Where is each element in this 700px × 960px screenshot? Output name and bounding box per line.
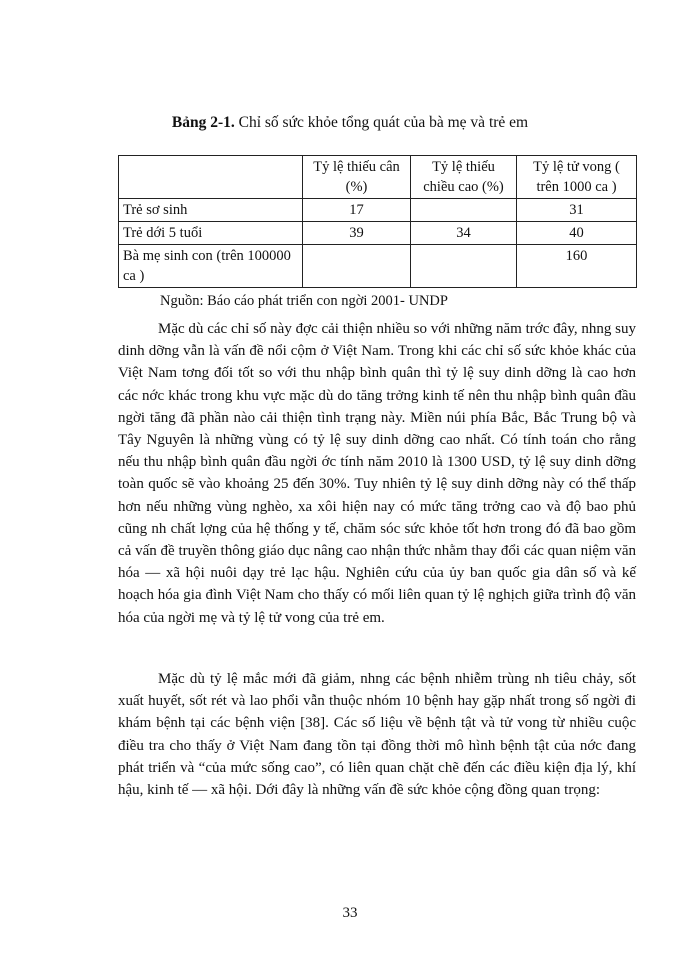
table-cell: 40 [517,222,637,245]
table-row [119,199,637,222]
table-row [119,222,637,245]
table-caption-text: Chỉ số sức khỏe tổng quát của bà mẹ và trẻ em [234,114,529,131]
body-paragraph-2: Mặc dù tỷ lệ mắc mới đã giảm, nhng các bệnh nhiễm trùng nh tiêu chảy, sốt xuất huyết, sốt rét và lao phổi vẫn thuộc nhóm 10 bệnh hay gặp nhất trong số ngời đi khám bệnh tại các bệnh viện [38]. Các số liệu về bệnh tật và tử vong từ nhiều cuộc điều tra cho thấy ở Việt Nam đang tồn tại đồng thời mô hình bệnh tật của nớc đang phát triển và “của mức sống cao”, có liên quan chặt chẽ đến các điều kiện địa lý, khí hậu, kinh tế — xã hội. Dới đây là những vấn đề sức khỏe cộng đồng quan trọng: [118,671,636,799]
health-indicators-table [118,155,637,288]
table-cell: 39 [303,222,411,245]
table-caption [0,113,700,133]
page-number: 33 [342,905,358,921]
table-cell: 34 [411,222,517,245]
table-cell: 160 [517,245,637,288]
table-header-cell: Tỷ lệ thiếu chiều cao (%) [411,156,517,199]
table-cell: 31 [517,199,637,222]
table-cell [411,245,517,288]
table-header-cell: Tỷ lệ thiếu cân (%) [303,156,411,199]
table-row-label: Trẻ dới 5 tuổi [119,222,303,245]
table-cell [411,199,517,222]
table-header-cell: Tỷ lệ tử vong ( trên 1000 ca ) [517,156,637,199]
table-row-label: Bà mẹ sinh con (trên 100000 ca ) [119,245,303,288]
table-cell [303,245,411,288]
table-caption-label: Bảng 2-1. [171,114,235,131]
table-header-cell [119,156,303,199]
table-header-row [119,156,637,199]
table-row [119,245,637,288]
table-row-label: Trẻ sơ sinh [119,199,303,222]
table-cell: 17 [303,199,411,222]
body-paragraph-1: Mặc dù các chỉ số này đợc cải thiện nhiều so với những năm trớc đây, nhng suy dinh dỡng vẫn là vấn đề nổi cộm ở Việt Nam. Trong khi các chỉ số sức khỏe khác của Việt Nam tơng đối tốt so với thu nhập bình quân thì tỷ lệ suy dinh dỡng là cao hơn các nớc khác trong khu vực mặc dù do tăng trởng kinh tế nên thu nhập bình quân đầu ngời tăng đã phần nào cải thiện tình trạng này. Miền núi phía Bắc, Bắc Trung bộ và Tây Nguyên là những vùng có tỷ lệ suy dinh dỡng cao nhất. Có tính toán cho rằng nếu thu nhập bình quân đầu ngời ớc tính năm 2010 là 1300 USD, tỷ lệ suy dinh dỡng toàn quốc sẽ vào khoảng 25 đến 30%. Tuy nhiên tỷ lệ suy dinh dỡng này có thể thấp hơn nếu những vùng nghèo, xa xôi hiện nay có mức tăng trởng cao và độ bao phủ cũng nh chất lợng của hệ thống y tế, chăm sóc sức khỏe tốt hơn trong đó đã bao gồm cả vấn đề truyền thông giáo dục nâng cao nhận thức nhằm thay đổi các quan niệm văn hóa — xã hội nuôi dạy trẻ lạc hậu. Nghiên cứu của ủy ban quốc gia dân số và kế hoạch hóa gia đình Việt Nam cho thấy có mối liên quan tỷ lệ nghịch giữa trình độ văn hóa của ngời mẹ và tỷ lệ tử vong của trẻ em. [118,321,636,626]
table-source-note: Nguồn: Báo cáo phát triển con ngời 2001- UNDP [160,293,448,309]
